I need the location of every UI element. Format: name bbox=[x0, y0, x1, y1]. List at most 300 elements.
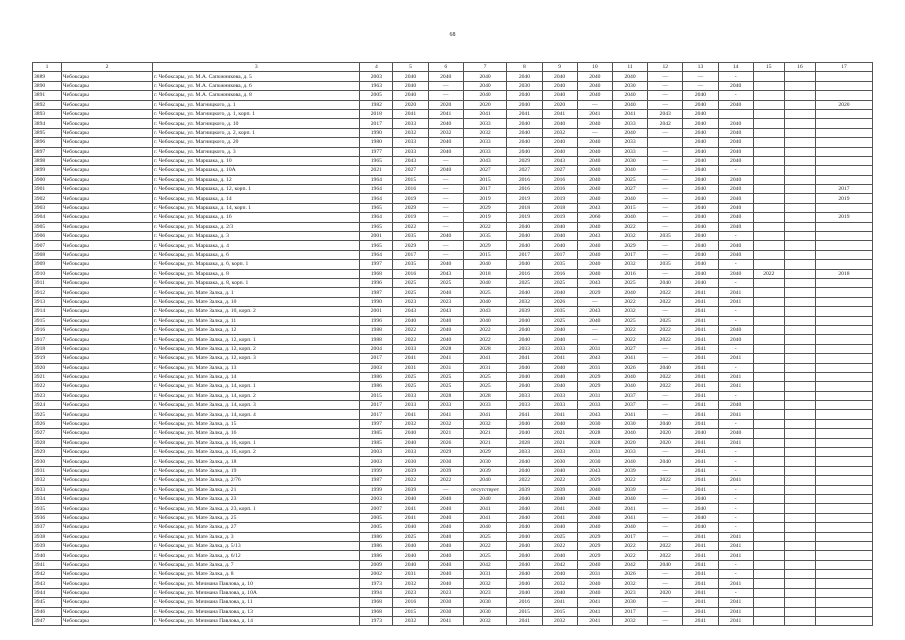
table-cell: 2040 bbox=[577, 241, 612, 250]
table-cell: 2032 bbox=[542, 579, 577, 588]
table-cell: - bbox=[718, 485, 753, 494]
table-cell: 2041 bbox=[683, 372, 718, 381]
table-cell: 2021 bbox=[542, 438, 577, 447]
table-cell bbox=[815, 391, 872, 400]
table-cell: 2035 bbox=[393, 232, 428, 241]
table-cell: 2029 bbox=[577, 541, 612, 550]
table-cell: 2040 bbox=[718, 325, 753, 334]
table-cell: 2040 bbox=[683, 166, 718, 175]
table-cell: 2040 bbox=[577, 485, 612, 494]
table-cell: 2041 bbox=[683, 316, 718, 325]
table-cell bbox=[815, 532, 872, 541]
table-cell: 2040 bbox=[507, 504, 542, 513]
table-cell: 2018 bbox=[542, 203, 577, 212]
table-cell: 2030 bbox=[612, 156, 647, 165]
table-cell bbox=[784, 419, 815, 428]
table-cell: 1964 bbox=[360, 250, 393, 259]
table-cell bbox=[753, 429, 784, 438]
table-cell: 2027 bbox=[507, 166, 542, 175]
column-header: 7 bbox=[463, 63, 507, 72]
table-cell: 2030 bbox=[428, 457, 463, 466]
table-cell: — bbox=[428, 91, 463, 100]
table-cell: 2033 bbox=[542, 401, 577, 410]
table-cell: Чебоксары bbox=[62, 128, 153, 137]
table-row bbox=[33, 109, 873, 118]
table-cell: 2032 bbox=[612, 617, 647, 626]
table-cell: 3947 bbox=[33, 617, 62, 626]
table-cell: — bbox=[648, 579, 683, 588]
table-cell bbox=[784, 175, 815, 184]
table-cell: 3925 bbox=[33, 410, 62, 419]
table-cell: г. Чебоксары, ул. Мате Залка, д. 5/13 bbox=[153, 541, 360, 550]
table-row bbox=[33, 372, 873, 381]
table-cell: 2040 bbox=[718, 81, 753, 90]
table-cell: 2040 bbox=[718, 203, 753, 212]
table-cell: 1990 bbox=[360, 297, 393, 306]
table-cell: 2020 bbox=[815, 100, 872, 109]
table-cell: 1997 bbox=[360, 419, 393, 428]
table-cell: 2022 bbox=[648, 551, 683, 560]
table-cell: 2040 bbox=[577, 494, 612, 503]
table-cell: 2029 bbox=[612, 241, 647, 250]
table-cell bbox=[815, 504, 872, 513]
table-cell: 2040 bbox=[507, 513, 542, 522]
table-cell: 3919 bbox=[33, 354, 62, 363]
table-cell: — bbox=[648, 222, 683, 231]
table-cell: 2040 bbox=[463, 81, 507, 90]
table-cell: 2005 bbox=[360, 523, 393, 532]
table-cell: Чебоксары bbox=[62, 316, 153, 325]
table-cell: 2022 bbox=[612, 551, 647, 560]
table-cell: 2032 bbox=[612, 307, 647, 316]
table-cell bbox=[753, 250, 784, 259]
table-cell: Чебоксары bbox=[62, 541, 153, 550]
table-cell bbox=[753, 335, 784, 344]
table-cell: 2040 bbox=[577, 504, 612, 513]
table-cell: г. Чебоксары, ул. Мате Залка, д. 23 bbox=[153, 494, 360, 503]
table-cell: 2021 bbox=[463, 438, 507, 447]
table-cell: 1986 bbox=[360, 372, 393, 381]
table-cell: г. Чебоксары, ул. Мате Залка, д. 14, корп. 4 bbox=[153, 410, 360, 419]
table-cell bbox=[753, 523, 784, 532]
table-cell: 2040 bbox=[507, 72, 542, 81]
table-cell bbox=[784, 598, 815, 607]
table-cell: — bbox=[428, 185, 463, 194]
table-cell: 2015 bbox=[612, 203, 647, 212]
table-cell bbox=[784, 185, 815, 194]
table-cell: 2040 bbox=[542, 335, 577, 344]
table-cell bbox=[784, 504, 815, 513]
table-cell: 2031 bbox=[577, 391, 612, 400]
table-cell: 2028 bbox=[463, 344, 507, 353]
table-cell: 3906 bbox=[33, 232, 62, 241]
table-cell: 3930 bbox=[33, 457, 62, 466]
table-cell: 2041 bbox=[507, 617, 542, 626]
table-cell: 2022 bbox=[648, 476, 683, 485]
table-cell: 1987 bbox=[360, 476, 393, 485]
table-cell: 2029 bbox=[507, 156, 542, 165]
table-cell: 2029 bbox=[577, 476, 612, 485]
table-cell bbox=[753, 194, 784, 203]
table-cell: 2043 bbox=[542, 156, 577, 165]
table-cell: 2018 bbox=[507, 203, 542, 212]
table-cell bbox=[753, 166, 784, 175]
table-cell: 3932 bbox=[33, 476, 62, 485]
table-cell: 3904 bbox=[33, 213, 62, 222]
table-cell: Чебоксары bbox=[62, 344, 153, 353]
table-cell: 3909 bbox=[33, 260, 62, 269]
table-cell: 2017 bbox=[507, 250, 542, 259]
table-cell: 3892 bbox=[33, 100, 62, 109]
table-cell bbox=[753, 570, 784, 579]
table-cell bbox=[753, 232, 784, 241]
table-cell: г. Чебоксары, ул. Мате Залка, д. 12, корп. 3 bbox=[153, 354, 360, 363]
table-cell: 2041 bbox=[428, 410, 463, 419]
table-cell: Чебоксары bbox=[62, 401, 153, 410]
table-cell: 2019 bbox=[815, 194, 872, 203]
table-cell: 2040 bbox=[463, 91, 507, 100]
table-cell: 1977 bbox=[360, 147, 393, 156]
table-cell: г. Чебоксары, ул. Мате Залка, д. 23, корп. 1 bbox=[153, 504, 360, 513]
table-cell: 3905 bbox=[33, 222, 62, 231]
table-cell: 3940 bbox=[33, 551, 62, 560]
table-cell: - bbox=[718, 278, 753, 287]
table-cell: 2043 bbox=[577, 278, 612, 287]
table-cell: г. Чебоксары, ул. Магницкого, д. 1 bbox=[153, 100, 360, 109]
table-cell: 2041 bbox=[463, 410, 507, 419]
table-cell: 3889 bbox=[33, 72, 62, 81]
table-row bbox=[33, 391, 873, 400]
table-cell bbox=[784, 138, 815, 147]
table-cell: Чебоксары bbox=[62, 241, 153, 250]
table-cell: 2041 bbox=[718, 579, 753, 588]
table-cell: Чебоксары bbox=[62, 494, 153, 503]
column-header: 17 bbox=[815, 63, 872, 72]
table-cell bbox=[815, 288, 872, 297]
table-cell: — bbox=[648, 203, 683, 212]
table-cell: 2041 bbox=[683, 401, 718, 410]
table-cell bbox=[815, 466, 872, 475]
table-cell: 2035 bbox=[542, 307, 577, 316]
table-cell bbox=[753, 466, 784, 475]
table-cell: 2003 bbox=[360, 363, 393, 372]
table-cell: 2040 bbox=[718, 100, 753, 109]
table-row bbox=[33, 382, 873, 391]
table-cell: - bbox=[718, 457, 753, 466]
table-cell: 2040 bbox=[612, 288, 647, 297]
table-cell bbox=[784, 241, 815, 250]
table-cell: 2025 bbox=[393, 278, 428, 287]
table-row bbox=[33, 466, 873, 475]
table-cell: 2033 bbox=[542, 391, 577, 400]
table-cell: 2041 bbox=[428, 109, 463, 118]
table-cell: 2025 bbox=[648, 316, 683, 325]
table-cell: - bbox=[718, 91, 753, 100]
table-cell: 2015 bbox=[507, 607, 542, 616]
table-cell bbox=[753, 485, 784, 494]
table-cell: 3912 bbox=[33, 288, 62, 297]
table-cell: 2016 bbox=[542, 185, 577, 194]
table-cell: Чебоксары bbox=[62, 213, 153, 222]
table-cell: г. Чебоксары, ул. Мате Залка, д. 2/76 bbox=[153, 476, 360, 485]
table-cell: 2037 bbox=[612, 391, 647, 400]
table-cell: 2003 bbox=[360, 457, 393, 466]
table-cell: 2040 bbox=[428, 335, 463, 344]
table-cell bbox=[815, 147, 872, 156]
column-header: 12 bbox=[648, 63, 683, 72]
table-cell: 2040 bbox=[428, 570, 463, 579]
table-cell bbox=[815, 560, 872, 569]
table-cell: 2023 bbox=[393, 588, 428, 597]
column-header: 1 bbox=[33, 63, 62, 72]
table-cell: 2019 bbox=[507, 213, 542, 222]
table-cell: 2033 bbox=[612, 147, 647, 156]
table-row bbox=[33, 588, 873, 597]
table-cell: 2017 bbox=[360, 410, 393, 419]
table-cell bbox=[784, 541, 815, 550]
table-cell: 2041 bbox=[683, 476, 718, 485]
table-cell: — bbox=[648, 72, 683, 81]
table-cell: 2040 bbox=[463, 278, 507, 287]
table-cell: 2040 bbox=[683, 194, 718, 203]
table-cell: 2040 bbox=[542, 523, 577, 532]
table-cell: 2029 bbox=[577, 372, 612, 381]
table-cell: 2031 bbox=[577, 363, 612, 372]
table-cell: — bbox=[648, 485, 683, 494]
table-cell: 2016 bbox=[507, 175, 542, 184]
table-cell: 2025 bbox=[612, 175, 647, 184]
table-cell bbox=[815, 260, 872, 269]
table-cell: 2041 bbox=[683, 485, 718, 494]
table-cell: 2040 bbox=[577, 91, 612, 100]
table-cell bbox=[784, 222, 815, 231]
table-cell bbox=[753, 617, 784, 626]
table-cell: — bbox=[428, 485, 463, 494]
table-cell: 2040 bbox=[507, 100, 542, 109]
table-cell bbox=[815, 457, 872, 466]
table-cell bbox=[753, 278, 784, 287]
table-cell: 2039 bbox=[612, 485, 647, 494]
table-cell bbox=[815, 588, 872, 597]
table-cell: — bbox=[683, 81, 718, 90]
table-cell: 1987 bbox=[360, 288, 393, 297]
table-cell: 2022 bbox=[648, 382, 683, 391]
table-row bbox=[33, 194, 873, 203]
table-cell: 2037 bbox=[612, 401, 647, 410]
table-cell bbox=[784, 307, 815, 316]
table-cell bbox=[784, 391, 815, 400]
table-cell: 2029 bbox=[393, 241, 428, 250]
table-cell: 2040 bbox=[507, 91, 542, 100]
table-row bbox=[33, 579, 873, 588]
table-cell bbox=[784, 448, 815, 457]
table-cell: - bbox=[718, 72, 753, 81]
table-cell: 3896 bbox=[33, 138, 62, 147]
table-cell: 2040 bbox=[507, 119, 542, 128]
table-cell bbox=[815, 109, 872, 118]
column-header: 11 bbox=[612, 63, 647, 72]
table-cell bbox=[784, 156, 815, 165]
table-cell: — bbox=[648, 147, 683, 156]
column-header: 8 bbox=[507, 63, 542, 72]
table-cell: г. Чебоксары, ул. М.А. Сапожникова, д. 8 bbox=[153, 91, 360, 100]
table-row bbox=[33, 598, 873, 607]
table-row bbox=[33, 476, 873, 485]
table-row bbox=[33, 156, 873, 165]
table-cell: 2041 bbox=[718, 372, 753, 381]
table-cell: 2040 bbox=[683, 185, 718, 194]
table-cell bbox=[784, 457, 815, 466]
table-cell: 2029 bbox=[463, 203, 507, 212]
table-cell bbox=[815, 325, 872, 334]
table-cell: Чебоксары bbox=[62, 570, 153, 579]
table-cell: 2025 bbox=[612, 278, 647, 287]
table-cell: 2031 bbox=[393, 363, 428, 372]
table-row bbox=[33, 81, 873, 90]
table-cell: 3918 bbox=[33, 344, 62, 353]
table-cell: 2001 bbox=[360, 307, 393, 316]
table-cell: 2040 bbox=[577, 166, 612, 175]
table-cell: 2043 bbox=[428, 307, 463, 316]
table-cell: 2022 bbox=[393, 476, 428, 485]
table-cell: 2039 bbox=[463, 466, 507, 475]
table-cell: 2033 bbox=[542, 448, 577, 457]
table-cell: 2020 bbox=[648, 429, 683, 438]
table-cell: 2041 bbox=[683, 382, 718, 391]
table-cell: 2041 bbox=[718, 598, 753, 607]
table-cell: 2040 bbox=[393, 560, 428, 569]
table-cell bbox=[753, 363, 784, 372]
table-cell: 2043 bbox=[577, 203, 612, 212]
table-cell: г. Чебоксары, ул. Маршака, д. 12, корп. 1 bbox=[153, 185, 360, 194]
table-cell: 2039 bbox=[507, 485, 542, 494]
table-cell: Чебоксары bbox=[62, 607, 153, 616]
table-cell: 2022 bbox=[648, 541, 683, 550]
table-cell: г. Чебоксары, ул. Мате Залка, д. 21 bbox=[153, 485, 360, 494]
table-cell: 2043 bbox=[577, 307, 612, 316]
table-cell: 2032 bbox=[463, 419, 507, 428]
table-cell: — bbox=[428, 250, 463, 259]
table-cell bbox=[753, 401, 784, 410]
table-cell: 3902 bbox=[33, 194, 62, 203]
table-cell: — bbox=[428, 222, 463, 231]
table-cell: 2035 bbox=[542, 260, 577, 269]
table-cell bbox=[784, 513, 815, 522]
table-cell: 2015 bbox=[542, 607, 577, 616]
table-cell bbox=[753, 185, 784, 194]
table-cell: 2041 bbox=[718, 410, 753, 419]
table-cell: 1965 bbox=[360, 203, 393, 212]
table-cell bbox=[815, 476, 872, 485]
table-cell bbox=[753, 128, 784, 137]
table-cell: 2040 bbox=[683, 138, 718, 147]
table-row bbox=[33, 232, 873, 241]
table-cell: 2040 bbox=[718, 128, 753, 137]
table-cell: 2041 bbox=[683, 579, 718, 588]
table-cell: 2016 bbox=[507, 185, 542, 194]
table-cell: 2041 bbox=[683, 598, 718, 607]
table-cell: 2040 bbox=[542, 119, 577, 128]
table-cell: 2022 bbox=[393, 222, 428, 231]
table-row bbox=[33, 504, 873, 513]
table-cell: г. Чебоксары, ул. Магницкого, д. 1, корп. 1 bbox=[153, 109, 360, 118]
table-cell: 2022 bbox=[648, 288, 683, 297]
table-cell: 2041 bbox=[718, 382, 753, 391]
table-cell: 2015 bbox=[393, 607, 428, 616]
table-cell: 2033 bbox=[507, 448, 542, 457]
table-cell: — bbox=[577, 297, 612, 306]
table-cell: Чебоксары bbox=[62, 307, 153, 316]
table-cell bbox=[753, 419, 784, 428]
table-cell: 1986 bbox=[360, 551, 393, 560]
table-cell: 2039 bbox=[393, 485, 428, 494]
table-cell: 2029 bbox=[577, 551, 612, 560]
table-cell: 2041 bbox=[683, 541, 718, 550]
table-cell: Чебоксары bbox=[62, 551, 153, 560]
table-cell: г. Чебоксары, ул. Мичмана Павлова, д. 11 bbox=[153, 598, 360, 607]
table-cell: 1988 bbox=[360, 325, 393, 334]
table-cell bbox=[815, 119, 872, 128]
table-cell: 2041 bbox=[683, 307, 718, 316]
table-cell: Чебоксары bbox=[62, 466, 153, 475]
table-cell: 2041 bbox=[577, 598, 612, 607]
table-cell bbox=[784, 354, 815, 363]
table-cell: 1988 bbox=[360, 335, 393, 344]
table-cell: 2040 bbox=[648, 560, 683, 569]
table-cell: 2040 bbox=[507, 457, 542, 466]
table-cell bbox=[753, 410, 784, 419]
table-cell: 2033 bbox=[463, 119, 507, 128]
table-cell: — bbox=[648, 466, 683, 475]
table-cell: 2025 bbox=[463, 532, 507, 541]
table-cell: 2040 bbox=[507, 429, 542, 438]
table-cell: 2033 bbox=[542, 344, 577, 353]
table-cell: 2027 bbox=[612, 344, 647, 353]
table-cell bbox=[753, 81, 784, 90]
table-cell: 3926 bbox=[33, 419, 62, 428]
table-cell: 2040 bbox=[577, 513, 612, 522]
table-cell bbox=[753, 344, 784, 353]
table-row bbox=[33, 363, 873, 372]
table-cell: 2028 bbox=[463, 391, 507, 400]
table-row bbox=[33, 485, 873, 494]
table-cell bbox=[784, 438, 815, 447]
table-cell: 2017 bbox=[360, 354, 393, 363]
table-cell: 2040 bbox=[428, 119, 463, 128]
table-cell bbox=[815, 494, 872, 503]
table-cell: г. Чебоксары, ул. Мате Залка, д. 3 bbox=[153, 532, 360, 541]
table-cell: 3920 bbox=[33, 363, 62, 372]
table-cell: — bbox=[648, 269, 683, 278]
table-cell: 1968 bbox=[360, 598, 393, 607]
table-cell bbox=[784, 81, 815, 90]
table-cell: 1963 bbox=[360, 81, 393, 90]
table-cell: 2041 bbox=[577, 607, 612, 616]
table-cell: 2015 bbox=[463, 175, 507, 184]
table-cell bbox=[815, 175, 872, 184]
table-cell: 2040 bbox=[577, 156, 612, 165]
table-row bbox=[33, 335, 873, 344]
table-cell: Чебоксары bbox=[62, 485, 153, 494]
table-cell bbox=[815, 401, 872, 410]
table-cell: — bbox=[648, 250, 683, 259]
table-cell: 2032 bbox=[463, 128, 507, 137]
table-cell: — bbox=[577, 128, 612, 137]
table-cell bbox=[815, 363, 872, 372]
table-row bbox=[33, 457, 873, 466]
table-cell: 2022 bbox=[648, 297, 683, 306]
table-cell: 2041 bbox=[683, 363, 718, 372]
